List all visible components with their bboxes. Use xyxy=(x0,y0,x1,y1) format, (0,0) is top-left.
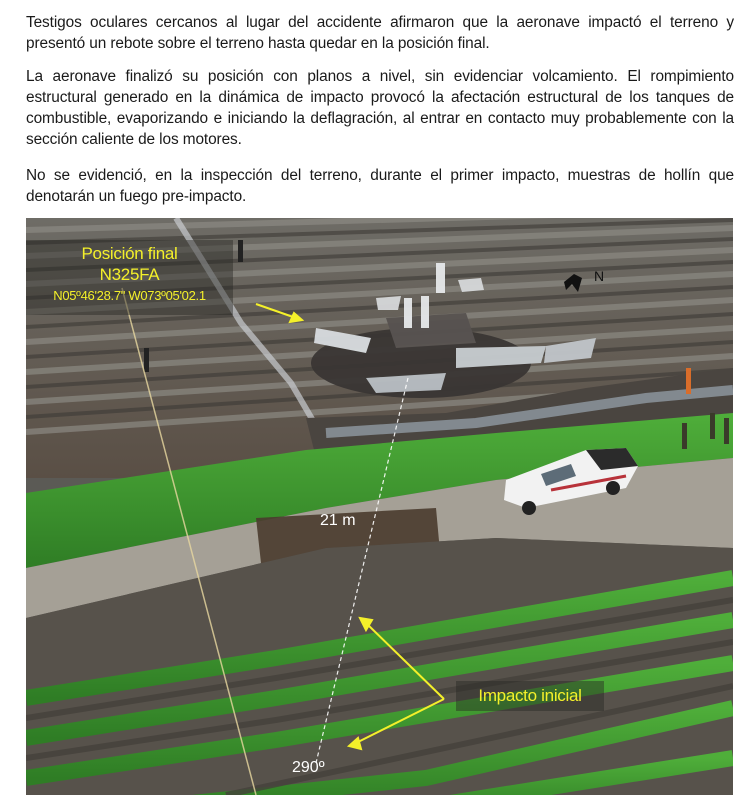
initial-impact-label: Impacto inicial xyxy=(478,686,582,705)
final-position-coordinates: N05º46'28.7" W073º05'02.1 xyxy=(53,288,206,303)
heading-label: 290º xyxy=(292,759,325,776)
final-position-title: Posición final xyxy=(81,244,178,263)
aircraft-registration: N325FA xyxy=(99,265,160,284)
paragraph-witness-testimony: Testigos oculares cercanos al lugar del accidente afirmaron que la aeronave impactó el terreno y presentó un rebote sobre el terreno hasta quedar en la posición final. xyxy=(26,14,734,52)
paragraph-no-soot: No se evidenció, en la inspección del terreno, durante el primer impacto, muestras de hollín que denotarán un fuego pre-impacto. xyxy=(26,167,734,205)
north-arrow-icon xyxy=(560,270,586,296)
north-label: N xyxy=(594,268,605,284)
accident-site-photo xyxy=(26,218,733,795)
paragraph-final-position: La aeronave finalizó su posición con planos a nivel, sin evidenciar volcamiento. El rompimiento estructural generado en la dinámica de impacto provocó la afectación estructural de los tanques de combustible, evaporizando e iniciando la deflagración, al entrar en contacto muy probablemente con la sección caliente de los motores. xyxy=(26,68,734,148)
distance-label: 21 m xyxy=(320,512,356,529)
